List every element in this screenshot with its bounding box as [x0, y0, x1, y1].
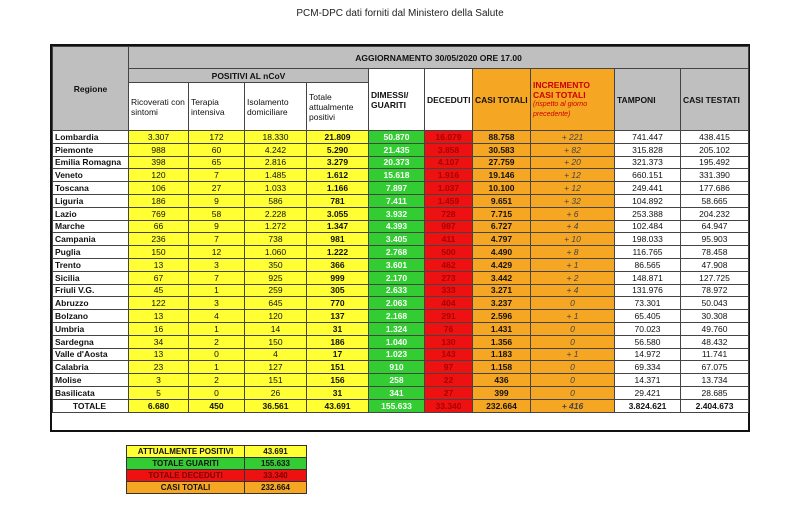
cell-deceduti: 404	[425, 297, 473, 310]
header-isolamento: Isolamento domiciliare	[245, 83, 307, 131]
cell-testati: 438.415	[681, 131, 749, 144]
cell-terapia: 1	[189, 322, 245, 335]
cell-isolamento: 1.060	[245, 246, 307, 259]
cell-totale: 17	[307, 348, 369, 361]
cell-deceduti: 22	[425, 374, 473, 387]
cell-deceduti: 33.340	[425, 399, 473, 412]
cell-totale: 770	[307, 297, 369, 310]
cell-casi: 3.442	[473, 271, 531, 284]
table-row	[53, 271, 749, 284]
cell-terapia: 3	[189, 297, 245, 310]
cell-dimessi: 20.373	[369, 156, 425, 169]
cell-ricoverati: 45	[129, 284, 189, 297]
cell-tamponi: 29.421	[615, 386, 681, 399]
cell-regione: Toscana	[53, 182, 129, 195]
cell-ricoverati: 150	[129, 246, 189, 259]
cell-incremento: + 1	[531, 348, 615, 361]
cell-terapia: 12	[189, 246, 245, 259]
cell-deceduti: 500	[425, 246, 473, 259]
header-casi-testati: CASI TESTATI	[681, 69, 749, 131]
cell-deceduti: 143	[425, 348, 473, 361]
cell-ricoverati: 122	[129, 297, 189, 310]
cell-testati: 28.685	[681, 386, 749, 399]
cell-dimessi: 258	[369, 374, 425, 387]
update-title: AGGIORNAMENTO 30/05/2020 ORE 17.00	[129, 47, 749, 69]
cell-deceduti: 76	[425, 322, 473, 335]
table-row	[53, 310, 749, 323]
cell-isolamento: 2.816	[245, 156, 307, 169]
cell-tamponi: 741.447	[615, 131, 681, 144]
cell-isolamento: 4.242	[245, 143, 307, 156]
cell-regione: Marche	[53, 220, 129, 233]
table-row	[53, 131, 749, 144]
cell-tamponi: 660.151	[615, 169, 681, 182]
cell-regione: Sicilia	[53, 271, 129, 284]
cell-isolamento: 127	[245, 361, 307, 374]
cell-totale: 981	[307, 233, 369, 246]
cell-terapia: 2	[189, 374, 245, 387]
cell-totale: 31	[307, 386, 369, 399]
cell-regione: Valle d'Aosta	[53, 348, 129, 361]
cell-totale: 3.055	[307, 207, 369, 220]
cell-isolamento: 350	[245, 258, 307, 271]
cell-casi: 88.758	[473, 131, 531, 144]
cell-tamponi: 321.373	[615, 156, 681, 169]
cell-casi: 6.727	[473, 220, 531, 233]
summary-label: TOTALE DECEDUTI	[127, 470, 245, 482]
cell-regione: Puglia	[53, 246, 129, 259]
cell-deceduti: 333	[425, 284, 473, 297]
cell-isolamento: 26	[245, 386, 307, 399]
header-incremento-label: INCREMENTO CASI TOTALI	[533, 79, 590, 100]
table-row	[53, 335, 749, 348]
cell-dimessi: 2.168	[369, 310, 425, 323]
cell-totale: 156	[307, 374, 369, 387]
cell-ricoverati: 16	[129, 322, 189, 335]
cell-terapia: 1	[189, 361, 245, 374]
header-terapia: Terapia intensiva	[189, 83, 245, 131]
cell-dimessi: 910	[369, 361, 425, 374]
cell-testati: 78.458	[681, 246, 749, 259]
cell-dimessi: 1.023	[369, 348, 425, 361]
cell-incremento: + 2	[531, 271, 615, 284]
table-row	[53, 169, 749, 182]
cell-isolamento: 2.228	[245, 207, 307, 220]
cell-casi: 10.100	[473, 182, 531, 195]
cell-testati: 205.102	[681, 143, 749, 156]
cell-tamponi: 65.405	[615, 310, 681, 323]
cell-terapia: 65	[189, 156, 245, 169]
header-dimessi: DIMESSI/ GUARITI	[369, 69, 425, 131]
cell-isolamento: 150	[245, 335, 307, 348]
table-row	[53, 156, 749, 169]
cell-testati: 13.734	[681, 374, 749, 387]
cell-incremento: + 8	[531, 246, 615, 259]
header-ricoverati: Ricoverati con sintomi	[129, 83, 189, 131]
table-row	[53, 194, 749, 207]
summary-value: 232.664	[245, 482, 307, 494]
cell-casi: 1.158	[473, 361, 531, 374]
cell-isolamento: 1.485	[245, 169, 307, 182]
cell-dimessi: 341	[369, 386, 425, 399]
summary-row	[127, 482, 307, 494]
cell-testati: 127.725	[681, 271, 749, 284]
table-row	[53, 284, 749, 297]
cell-tamponi: 69.334	[615, 361, 681, 374]
header-deceduti: DECEDUTI	[425, 69, 473, 131]
cell-terapia: 0	[189, 386, 245, 399]
cell-totale: 1.166	[307, 182, 369, 195]
cell-casi: 4.490	[473, 246, 531, 259]
summary-row	[127, 446, 307, 458]
cell-tamponi: 102.484	[615, 220, 681, 233]
cell-totale: 366	[307, 258, 369, 271]
cell-deceduti: 16.079	[425, 131, 473, 144]
cell-deceduti: 411	[425, 233, 473, 246]
cell-terapia: 7	[189, 271, 245, 284]
cell-totale: 781	[307, 194, 369, 207]
cell-tamponi: 14.972	[615, 348, 681, 361]
cell-regione: Calabria	[53, 361, 129, 374]
total-row	[53, 399, 749, 412]
cell-dimessi: 2.768	[369, 246, 425, 259]
table-row	[53, 182, 749, 195]
cell-casi: 1.431	[473, 322, 531, 335]
cell-casi: 1.183	[473, 348, 531, 361]
cell-regione: Molise	[53, 374, 129, 387]
table-row	[53, 233, 749, 246]
cell-dimessi: 1.324	[369, 322, 425, 335]
cell-casi: 30.583	[473, 143, 531, 156]
cell-regione: Sardegna	[53, 335, 129, 348]
cell-regione: Emilia Romagna	[53, 156, 129, 169]
cell-isolamento: 1.272	[245, 220, 307, 233]
cell-testati: 78.972	[681, 284, 749, 297]
cell-testati: 58.665	[681, 194, 749, 207]
cell-incremento: 0	[531, 322, 615, 335]
cell-dimessi: 7.411	[369, 194, 425, 207]
cell-casi: 1.356	[473, 335, 531, 348]
cell-dimessi: 2.170	[369, 271, 425, 284]
cell-ricoverati: 106	[129, 182, 189, 195]
cell-ricoverati: 3	[129, 374, 189, 387]
cell-dimessi: 2.063	[369, 297, 425, 310]
header-casi-totali: CASI TOTALI	[473, 69, 531, 131]
cell-tamponi: 104.892	[615, 194, 681, 207]
cell-deceduti: 97	[425, 361, 473, 374]
cell-isolamento: 259	[245, 284, 307, 297]
cell-regione: Lombardia	[53, 131, 129, 144]
cell-totale: 305	[307, 284, 369, 297]
cell-terapia: 9	[189, 220, 245, 233]
cell-regione: Umbria	[53, 322, 129, 335]
cell-casi: 19.146	[473, 169, 531, 182]
cell-tamponi: 315.828	[615, 143, 681, 156]
cell-terapia: 2	[189, 335, 245, 348]
cell-deceduti: 1.037	[425, 182, 473, 195]
cell-testati: 30.308	[681, 310, 749, 323]
cell-testati: 49.760	[681, 322, 749, 335]
table-row	[53, 297, 749, 310]
cell-dimessi: 3.601	[369, 258, 425, 271]
cell-tamponi: 131.976	[615, 284, 681, 297]
cell-testati: 48.432	[681, 335, 749, 348]
cell-incremento: + 4	[531, 284, 615, 297]
cell-terapia: 172	[189, 131, 245, 144]
cell-tamponi: 148.871	[615, 271, 681, 284]
cell-terapia: 450	[189, 399, 245, 412]
cell-ricoverati: 398	[129, 156, 189, 169]
cell-ricoverati: 236	[129, 233, 189, 246]
cell-incremento: + 6	[531, 207, 615, 220]
cell-incremento: + 32	[531, 194, 615, 207]
table-row	[53, 374, 749, 387]
cell-terapia: 7	[189, 169, 245, 182]
summary-value: 155.633	[245, 458, 307, 470]
cell-deceduti: 3.858	[425, 143, 473, 156]
cell-casi: 399	[473, 386, 531, 399]
cell-incremento: + 1	[531, 310, 615, 323]
cell-ricoverati: 988	[129, 143, 189, 156]
cell-isolamento: 18.330	[245, 131, 307, 144]
cell-incremento: 0	[531, 386, 615, 399]
cell-terapia: 3	[189, 258, 245, 271]
cell-dimessi: 2.633	[369, 284, 425, 297]
cell-dimessi: 21.435	[369, 143, 425, 156]
cell-regione: Bolzano	[53, 310, 129, 323]
cell-dimessi: 155.633	[369, 399, 425, 412]
cell-casi: 232.664	[473, 399, 531, 412]
cell-totale: 3.279	[307, 156, 369, 169]
cell-testati: 67.075	[681, 361, 749, 374]
cell-testati: 177.686	[681, 182, 749, 195]
cell-testati: 50.043	[681, 297, 749, 310]
cell-casi: 7.715	[473, 207, 531, 220]
cell-isolamento: 151	[245, 374, 307, 387]
summary-label: ATTUALMENTE POSITIVI	[127, 446, 245, 458]
cell-deceduti: 987	[425, 220, 473, 233]
cell-regione: Basilicata	[53, 386, 129, 399]
cell-casi: 2.596	[473, 310, 531, 323]
cell-incremento: + 416	[531, 399, 615, 412]
cell-ricoverati: 34	[129, 335, 189, 348]
cell-ricoverati: 186	[129, 194, 189, 207]
cell-isolamento: 120	[245, 310, 307, 323]
cell-incremento: 0	[531, 335, 615, 348]
cell-isolamento: 36.561	[245, 399, 307, 412]
table-row	[53, 220, 749, 233]
table-row	[53, 207, 749, 220]
cell-regione: Lazio	[53, 207, 129, 220]
header-totale-positivi: Totale attualmente positivi	[307, 83, 369, 131]
cell-dimessi: 4.393	[369, 220, 425, 233]
cell-ricoverati: 3.307	[129, 131, 189, 144]
cell-terapia: 9	[189, 194, 245, 207]
cell-regione: Veneto	[53, 169, 129, 182]
cell-totale: 1.222	[307, 246, 369, 259]
cell-regione: Abruzzo	[53, 297, 129, 310]
cell-ricoverati: 66	[129, 220, 189, 233]
cell-casi: 4.797	[473, 233, 531, 246]
cell-isolamento: 4	[245, 348, 307, 361]
cell-tamponi: 73.301	[615, 297, 681, 310]
table-row	[53, 258, 749, 271]
summary-label: CASI TOTALI	[127, 482, 245, 494]
cell-totale: 186	[307, 335, 369, 348]
cell-totale: 5.290	[307, 143, 369, 156]
cell-dimessi: 7.897	[369, 182, 425, 195]
cell-totale: 151	[307, 361, 369, 374]
cell-ricoverati: 23	[129, 361, 189, 374]
cell-regione: Friuli V.G.	[53, 284, 129, 297]
cell-totale: 31	[307, 322, 369, 335]
cell-deceduti: 728	[425, 207, 473, 220]
cell-tamponi: 56.580	[615, 335, 681, 348]
header-regione: Regione	[53, 47, 129, 131]
cell-testati: 2.404.673	[681, 399, 749, 412]
cell-incremento: 0	[531, 361, 615, 374]
cell-incremento: + 1	[531, 258, 615, 271]
cell-totale: 1.612	[307, 169, 369, 182]
cell-deceduti: 1.916	[425, 169, 473, 182]
cell-tamponi: 70.023	[615, 322, 681, 335]
cell-terapia: 27	[189, 182, 245, 195]
cell-terapia: 0	[189, 348, 245, 361]
cell-incremento: + 20	[531, 156, 615, 169]
cell-incremento: + 12	[531, 182, 615, 195]
cell-ricoverati: 13	[129, 258, 189, 271]
cell-ricoverati: 5	[129, 386, 189, 399]
cell-incremento: + 221	[531, 131, 615, 144]
summary-label: TOTALE GUARITI	[127, 458, 245, 470]
table-row	[53, 246, 749, 259]
cell-incremento: + 10	[531, 233, 615, 246]
cell-deceduti: 291	[425, 310, 473, 323]
cell-ricoverati: 120	[129, 169, 189, 182]
header-positivi-group: POSITIVI AL nCoV	[129, 69, 369, 83]
cell-casi: 3.237	[473, 297, 531, 310]
cell-ricoverati: 769	[129, 207, 189, 220]
covid-regional-table	[52, 46, 749, 413]
cell-terapia: 7	[189, 233, 245, 246]
cell-dimessi: 3.405	[369, 233, 425, 246]
cell-incremento: 0	[531, 374, 615, 387]
cell-testati: 331.390	[681, 169, 749, 182]
cell-incremento: + 82	[531, 143, 615, 156]
cell-dimessi: 50.870	[369, 131, 425, 144]
summary-table	[126, 445, 307, 494]
cell-casi: 3.271	[473, 284, 531, 297]
summary-value: 43.691	[245, 446, 307, 458]
table-row	[53, 143, 749, 156]
cell-deceduti: 4.107	[425, 156, 473, 169]
cell-terapia: 60	[189, 143, 245, 156]
cell-tamponi: 86.565	[615, 258, 681, 271]
cell-isolamento: 1.033	[245, 182, 307, 195]
cell-regione: Piemonte	[53, 143, 129, 156]
cell-regione: Trento	[53, 258, 129, 271]
cell-totale: 1.347	[307, 220, 369, 233]
table-body	[53, 131, 749, 413]
header-incremento-note: (rispetto al giorno precedente)	[533, 100, 588, 118]
summary-row	[127, 470, 307, 482]
table-row	[53, 322, 749, 335]
table-row	[53, 348, 749, 361]
cell-tamponi: 198.033	[615, 233, 681, 246]
cell-testati: 47.908	[681, 258, 749, 271]
cell-totale: 43.691	[307, 399, 369, 412]
cell-isolamento: 738	[245, 233, 307, 246]
cell-testati: 195.492	[681, 156, 749, 169]
cell-dimessi: 1.040	[369, 335, 425, 348]
cell-regione: TOTALE	[53, 399, 129, 412]
cell-terapia: 4	[189, 310, 245, 323]
cell-casi: 436	[473, 374, 531, 387]
cell-isolamento: 586	[245, 194, 307, 207]
cell-testati: 95.903	[681, 233, 749, 246]
cell-testati: 204.232	[681, 207, 749, 220]
cell-totale: 137	[307, 310, 369, 323]
table-row	[53, 386, 749, 399]
cell-regione: Campania	[53, 233, 129, 246]
cell-deceduti: 462	[425, 258, 473, 271]
cell-dimessi: 3.932	[369, 207, 425, 220]
cell-tamponi: 14.371	[615, 374, 681, 387]
cell-tamponi: 253.388	[615, 207, 681, 220]
cell-isolamento: 925	[245, 271, 307, 284]
header-tamponi: TAMPONI	[615, 69, 681, 131]
cell-terapia: 58	[189, 207, 245, 220]
cell-deceduti: 273	[425, 271, 473, 284]
summary-value: 33.340	[245, 470, 307, 482]
cell-terapia: 1	[189, 284, 245, 297]
cell-ricoverati: 67	[129, 271, 189, 284]
cell-tamponi: 3.824.621	[615, 399, 681, 412]
cell-casi: 4.429	[473, 258, 531, 271]
cell-casi: 27.759	[473, 156, 531, 169]
table-row	[53, 361, 749, 374]
summary-body	[127, 446, 307, 494]
cell-ricoverati: 6.680	[129, 399, 189, 412]
cell-tamponi: 116.765	[615, 246, 681, 259]
cell-regione: Liguria	[53, 194, 129, 207]
cell-isolamento: 14	[245, 322, 307, 335]
cell-incremento: 0	[531, 297, 615, 310]
cell-incremento: + 12	[531, 169, 615, 182]
cell-deceduti: 1.459	[425, 194, 473, 207]
cell-totale: 21.809	[307, 131, 369, 144]
cell-deceduti: 27	[425, 386, 473, 399]
header-incremento	[531, 69, 615, 131]
cell-ricoverati: 13	[129, 310, 189, 323]
cell-testati: 64.947	[681, 220, 749, 233]
cell-deceduti: 130	[425, 335, 473, 348]
summary-row	[127, 458, 307, 470]
cell-incremento: + 4	[531, 220, 615, 233]
cell-testati: 11.741	[681, 348, 749, 361]
cell-tamponi: 249.441	[615, 182, 681, 195]
cell-dimessi: 15.618	[369, 169, 425, 182]
cell-totale: 999	[307, 271, 369, 284]
cell-isolamento: 645	[245, 297, 307, 310]
source-caption: PCM-DPC dati forniti dal Ministero della Salute	[296, 8, 504, 19]
cell-casi: 9.651	[473, 194, 531, 207]
cell-ricoverati: 13	[129, 348, 189, 361]
